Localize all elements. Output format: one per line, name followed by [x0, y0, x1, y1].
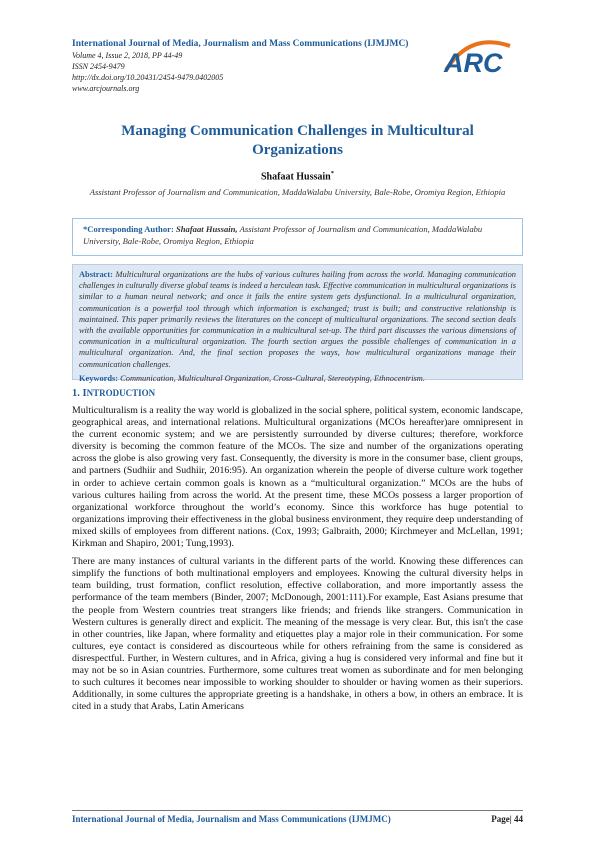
affiliation: Assistant Professor of Journalism and Communication, MaddaWalabu University, Bale-Robe, Oromiya Region, Ethiopia [89, 187, 506, 197]
page-number: Page| 44 [491, 814, 523, 824]
abstract-paragraph [79, 269, 516, 370]
journal-issn: ISSN 2454-9479 [72, 62, 125, 71]
corresponding-label: *Corresponding Author: [83, 224, 174, 234]
page-footer [72, 810, 523, 824]
journal-name: International Journal of Media, Journalism and Mass Communications (IJMJMC) [72, 39, 409, 49]
paragraph: Multiculturalism is a reality the way world is globalized in the social sphere, political system, economic landscape, geographical areas, and international relations. Multicultural organizations (MCOs hereafter)are omnipresent in the current economic system; and we are persistently surrounded by diverse cultures; therefore, workforce diversity is becoming the common feature of the MCOs. The size and number of the organizations operating across the globe is also growing very fast. Consequently, the diversity is more in the consumer base, client groups, and partners (Sudhiir and Sudhiir, 2016:95). An organization wherein the people of diverse culture work together in order to achieve certain common goals is known as a “multicultural organization.” MCOs are the hubs of various cultures hailing from across the world. At the present time, these MCOs possess a larger proportion of organizational workforce throughout the world’s economy. Since this workforce has huge potential to organizations improving their effectiveness in the global business environment, they require deep understanding of mixed skills of employees from different nations. (Cox, 1993; Galbraith, 2000; Kirchmeyer and McLellan, 1991; Kirkman and Shapiro, 2001; Tung,1993). [72, 405, 523, 550]
website-link[interactable]: www.arcjournals.org [72, 84, 140, 93]
abstract-box [72, 264, 523, 383]
abstract-label: Abstract: [79, 270, 113, 279]
corresponding-details: Assistant Professor of Journalism and Communication, MaddaWalabu University, Bale-Robe, Oromiya Region, Ethiopia [83, 224, 483, 246]
paper-title: Managing Communication Challenges in Multicultural Organizations [121, 123, 474, 158]
keywords-text: Communication, Multicultural Organization, Cross-Cultural, Stereotyping, Ethnocentrism. [120, 373, 425, 383]
author-name: Shafaat Hussain [261, 171, 331, 183]
body-text [72, 405, 523, 719]
paragraph: There are many instances of cultural variants in the different parts of the world. Knowing these differences can simplify the functions of both multinational employers and employees. Knowing the cultural diversity helps in team building, trust formation, conflict resolution, effective collaboration, and more importantly assess the performance of the team members (Binder, 2007; McDonough, 2001:111).For example, East Asians presume that the people from Western countries treat strangers like friends; and friends like strangers. Communication in Western cultures is generally direct and explicit. The meaning of the message is very clear. But, this isn't the case in other countries, like Japan, where formality and etiquettes play a major role in their communication. For some cultures, eye contact is considered as discourteous while for others refraining from the same is considered as disrespectful. Further, in Western cultures, and in Africa, giving a hug is considered very informal and fine but it may not be so in Asian countries. Furthermore, some cultures treat women as subordinate and for men belonging to such cultures it becomes near impossible to working shoulder to shoulder or having women as their superiors. Additionally, in some cultures the appropriate greeting is a handshake, in others a bow, in others an embrace. It is cited in a study that Arabs, Latin Americans [72, 556, 523, 713]
keywords-label: Keywords: [79, 373, 119, 383]
section-title-rest: NTRODUCTION [86, 388, 156, 398]
logo-text: ARC [444, 48, 503, 76]
arc-logo [440, 36, 524, 76]
doi-link[interactable]: http://dx.doi.org/10.20431/2454-9479.0402005 [72, 73, 224, 82]
arc-logo-graphic [440, 36, 524, 76]
corresponding-author-box [72, 218, 523, 256]
section-number: 1. [72, 388, 80, 399]
section-heading [72, 388, 155, 399]
footer-journal: International Journal of Media, Journalism and Mass Communications (IJMJMC) [72, 814, 391, 824]
keywords-line [79, 373, 516, 384]
corresponding-name: Shafaat Hussain, [175, 224, 238, 234]
journal-header [72, 38, 452, 94]
journal-volume: Volume 4, Issue 2, 2018, PP 44-49 [72, 51, 183, 60]
author-mark: * [330, 170, 334, 177]
abstract-text: Multicultural organizations are the hubs of various cultures hailing from across the world. Managing communication challenges in culturally diverse global teams is indeed a herculean task. Effective communication in multicultural organizations is similar to a human neural network; and once it fails the entire system gets dysfunctional. In a multicultural organization, communication is a powerful tool through which information is exchanged; trust is built; and constructive relationship is maintained. This paper primarily reviews the literatures on the concept of multicultural organizations. The second section deals with the available opportunities for communication in a multicultural set-up. The third part discusses the various dimensions of communication in a multicultural organization. The fourth section argues the possible challenges of communication in a multicultural organization. And, the final section proposes the ways, how multicultural organizations manage their communication challenges. [79, 270, 516, 369]
section-initial: I [82, 388, 87, 399]
author-line [80, 170, 515, 182]
